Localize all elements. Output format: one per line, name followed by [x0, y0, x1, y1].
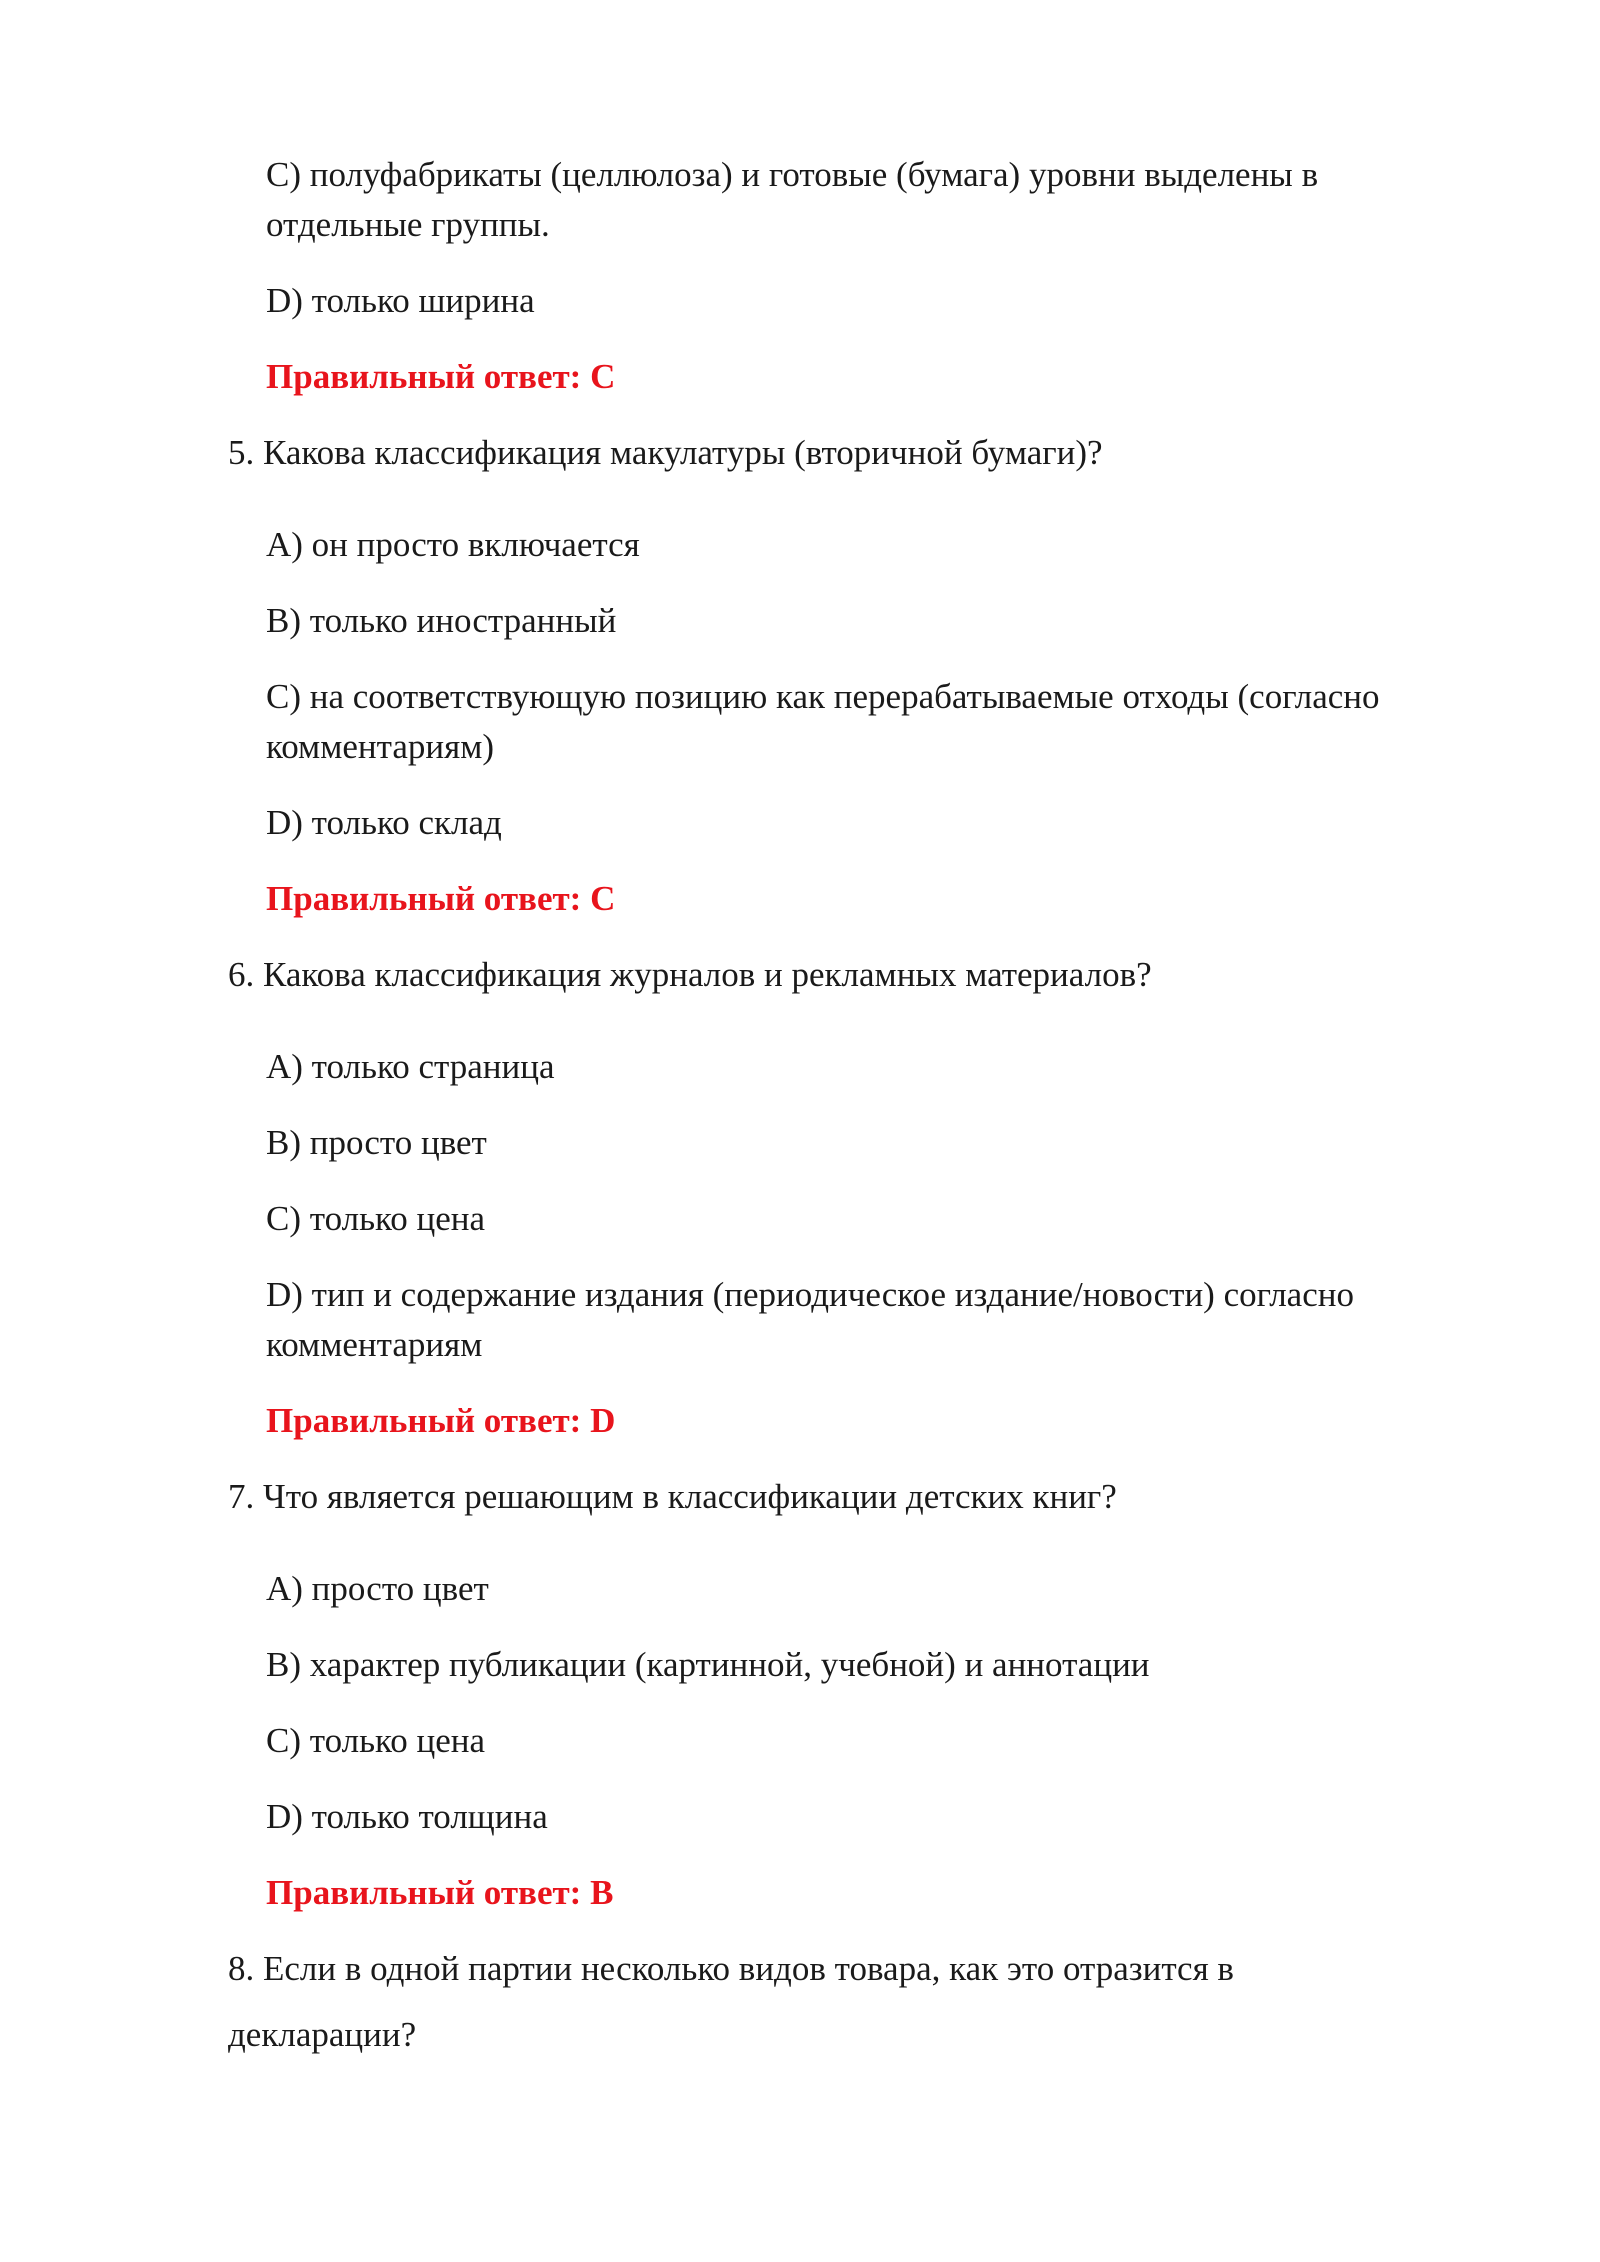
option-line: комментариям) [266, 727, 495, 766]
option-line: A) только страница [266, 1047, 555, 1086]
question-text: 7. Что является решающим в классификации детских книг? [228, 1477, 1117, 1516]
option-line: D) тип и содержание издания (периодическое издание/новости) согласно [266, 1275, 1354, 1314]
option-line: D) только толщина [266, 1797, 548, 1836]
correct-answer: Правильный ответ: D [266, 1401, 616, 1440]
option-line: D) только склад [266, 803, 502, 842]
correct-answer: Правильный ответ: C [266, 879, 616, 918]
question-text: 8. Если в одной партии несколько видов товара, как это отразится в [228, 1949, 1234, 1988]
option-line: B) характер публикации (картинной, учебной) и аннотации [266, 1645, 1150, 1684]
option-line: комментариям [266, 1325, 483, 1364]
option-line: C) полуфабрикаты (целлюлоза) и готовые (бумага) уровни выделены в [266, 155, 1319, 194]
question-text: декларации? [228, 2015, 417, 2054]
option-line: C) на соответствующую позицию как перерабатываемые отходы (согласно [266, 677, 1380, 716]
correct-answer: Правильный ответ: C [266, 357, 616, 396]
option-line: A) он просто включается [266, 525, 640, 564]
option-line: B) просто цвет [266, 1123, 487, 1162]
question-text: 5. Какова классификация макулатуры (вторичной бумаги)? [228, 433, 1103, 472]
option-line: C) только цена [266, 1199, 486, 1238]
option-line: D) только ширина [266, 281, 535, 320]
option-line: отдельные группы. [266, 205, 550, 244]
question-text: 6. Какова классификация журналов и рекламных материалов? [228, 955, 1152, 994]
correct-answer: Правильный ответ: B [266, 1873, 614, 1912]
option-line: A) просто цвет [266, 1569, 489, 1608]
option-line: B) только иностранный [266, 601, 617, 640]
option-line: C) только цена [266, 1721, 486, 1760]
